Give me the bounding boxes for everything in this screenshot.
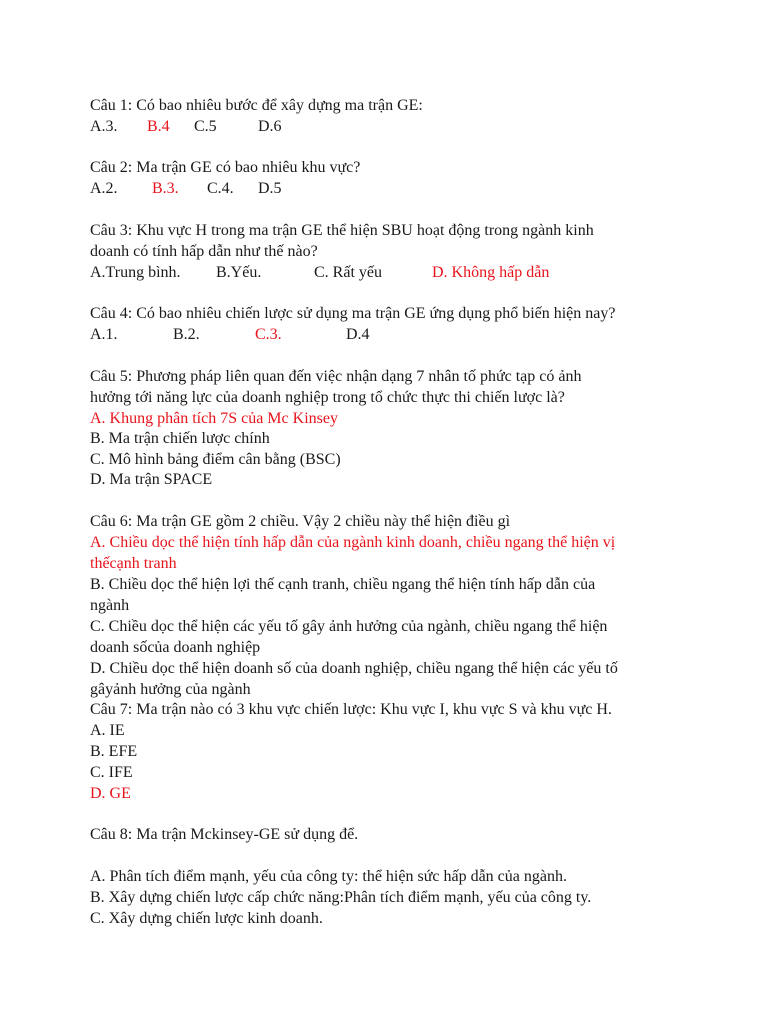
q1-question: Câu 1: Có bao nhiêu bước để xây dựng ma trận GE: [90, 97, 423, 114]
q5-question-line2: hưởng tới năng lực của doanh nghiệp trong tổ chức thực thi chiến lược là? [90, 389, 565, 406]
q7-question: Câu 7: Ma trận nào có 3 khu vực chiến lược: Khu vực I, khu vực S và khu vực H. [90, 701, 612, 718]
q6-option-d-line2: gâyảnh hưởng của ngành [90, 681, 251, 698]
q5-option-a-correct: A. Khung phân tích 7S của Mc Kinsey [90, 410, 338, 427]
q7-option-c: C. IFE [90, 764, 133, 781]
q4-option-a: A.1. [90, 326, 118, 343]
q5-option-d: D. Ma trận SPACE [90, 471, 213, 488]
q6-option-c-line2: doanh sốcủa doanh nghiệp [90, 639, 261, 656]
q2-option-d: D.5 [258, 180, 282, 197]
q3-option-b: B.Yếu. [216, 264, 262, 281]
q4-option-d: D.4 [346, 326, 370, 343]
q4-option-b: B.2. [173, 326, 200, 343]
q5-question-line1: Câu 5: Phương pháp liên quan đến việc nhận dạng 7 nhân tố phức tạp có ảnh [90, 368, 582, 385]
q3-option-a: A.Trung bình. [90, 264, 181, 281]
q8-question: Câu 8: Ma trận Mckinsey-GE sử dụng để. [90, 826, 359, 843]
q7-option-d-correct: D. GE [90, 785, 131, 802]
q3-option-d-correct: D. Không hấp dẫn [432, 264, 550, 281]
q6-option-b-line2: ngành [90, 597, 130, 614]
q6-question: Câu 6: Ma trận GE gồm 2 chiều. Vậy 2 chiều này thể hiện điều gì [90, 513, 511, 530]
q4-question: Câu 4: Có bao nhiêu chiến lược sử dụng ma trận GE ứng dụng phổ biến hiện nay? [90, 305, 616, 322]
q7-option-b: B. EFE [90, 743, 138, 760]
q1-option-a: A.3. [90, 118, 118, 135]
q8-option-a: A. Phân tích điểm mạnh, yếu của công ty: thể hiện sức hấp dẫn của ngành. [90, 868, 567, 885]
q1-option-b-correct: B.4 [147, 118, 170, 135]
q5-option-b: B. Ma trận chiến lược chính [90, 430, 270, 447]
q6-option-a-line2-correct: thếcạnh tranh [90, 555, 177, 572]
q2-question: Câu 2: Ma trận GE có bao nhiêu khu vực? [90, 159, 361, 176]
q2-option-a: A.2. [90, 180, 118, 197]
q8-option-b: B. Xây dựng chiến lược cấp chức năng:Phân tích điểm mạnh, yếu của công ty. [90, 889, 592, 906]
q5-option-c: C. Mô hình bảng điểm cân bằng (BSC) [90, 451, 341, 468]
q4-option-c-correct: C.3. [255, 326, 282, 343]
q3-question-line2: doanh có tính hấp dẫn như thế nào? [90, 243, 318, 260]
q6-option-c-line1: C. Chiều dọc thể hiện các yếu tố gây ảnh hưởng của ngành, chiều ngang thể hiện [90, 618, 608, 635]
q2-option-c: C.4. [207, 180, 234, 197]
q2-option-b-correct: B.3. [152, 180, 179, 197]
q8-option-c: C. Xây dựng chiến lược kinh doanh. [90, 910, 323, 927]
q3-option-c: C. Rất yếu [314, 264, 382, 281]
q3-question-line1: Câu 3: Khu vực H trong ma trận GE thể hiện SBU hoạt động trong ngành kinh [90, 222, 594, 239]
q7-option-a: A. IE [90, 722, 125, 739]
q1-option-c: C.5 [194, 118, 217, 135]
q1-option-d: D.6 [258, 118, 282, 135]
q6-option-d-line1: D. Chiều dọc thể hiện doanh số của doanh nghiệp, chiều ngang thể hiện các yếu tố [90, 660, 618, 677]
q6-option-b-line1: B. Chiều dọc thể hiện lợi thế cạnh tranh, chiều ngang thể hiện tính hấp dẫn của [90, 576, 596, 593]
q6-option-a-line1-correct: A. Chiều dọc thể hiện tính hấp dẫn của ngành kinh doanh, chiều ngang thể hiện vị [90, 534, 616, 551]
